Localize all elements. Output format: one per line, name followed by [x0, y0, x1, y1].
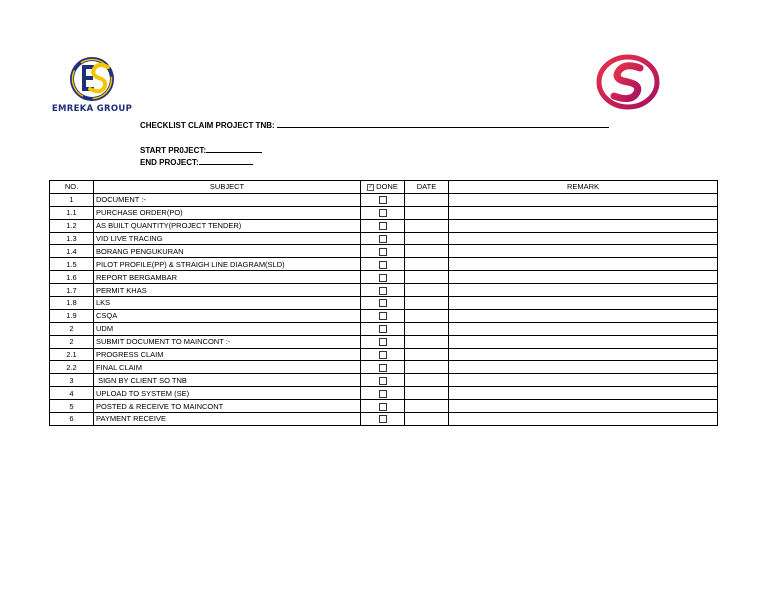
row-number: 2.1: [50, 348, 94, 361]
row-remark-cell[interactable]: [449, 258, 718, 271]
row-done-cell: [361, 232, 405, 245]
row-number: 4: [50, 387, 94, 400]
row-subject: PILOT PROFILE(PP) & STRAIGH LINE DIAGRAM(SLD): [94, 258, 361, 271]
row-number: 1: [50, 193, 94, 206]
row-done-cell: [361, 374, 405, 387]
row-number: 1.3: [50, 232, 94, 245]
row-done-cell: [361, 271, 405, 284]
done-checkbox[interactable]: [379, 351, 387, 359]
row-done-cell: [361, 309, 405, 322]
row-subject: VID LIVE TRACING: [94, 232, 361, 245]
row-remark-cell[interactable]: [449, 348, 718, 361]
table-row: [50, 193, 718, 206]
row-subject: PURCHASE ORDER(PO): [94, 206, 361, 219]
row-date-cell[interactable]: [405, 206, 449, 219]
table-row: [50, 232, 718, 245]
row-remark-cell[interactable]: [449, 219, 718, 232]
table-row: [50, 309, 718, 322]
table-row: [50, 413, 718, 426]
table-row: [50, 219, 718, 232]
row-done-cell: [361, 387, 405, 400]
table-row: [50, 348, 718, 361]
col-date: DATE: [405, 181, 449, 194]
row-remark-cell[interactable]: [449, 245, 718, 258]
done-checkbox[interactable]: [379, 377, 387, 385]
row-subject: REPORT BERGAMBAR: [94, 271, 361, 284]
row-done-cell: [361, 400, 405, 413]
row-remark-cell[interactable]: [449, 297, 718, 310]
row-number: 1.1: [50, 206, 94, 219]
checklist-table: [49, 180, 718, 426]
row-number: 1.4: [50, 245, 94, 258]
row-done-cell: [361, 206, 405, 219]
col-no: NO.: [50, 181, 94, 194]
table-row: [50, 245, 718, 258]
done-checkbox[interactable]: [379, 415, 387, 423]
row-subject: SIGN BY CLIENT SO TNB: [94, 374, 361, 387]
s-brand-logo: [596, 54, 660, 110]
table-row: [50, 297, 718, 310]
start-project-field: START PR0JECT:: [140, 144, 262, 155]
row-remark-cell[interactable]: [449, 322, 718, 335]
col-done: ✓ DONE: [361, 181, 405, 194]
emreka-brand-text: EMREKA GROUP: [51, 104, 133, 114]
row-date-cell[interactable]: [405, 193, 449, 206]
row-done-cell: [361, 361, 405, 374]
done-checkbox[interactable]: [379, 390, 387, 398]
row-date-cell[interactable]: [405, 361, 449, 374]
row-done-cell: [361, 284, 405, 297]
row-number: 1.6: [50, 271, 94, 284]
done-checkbox[interactable]: [379, 209, 387, 217]
row-remark-cell[interactable]: [449, 335, 718, 348]
end-project-line: [199, 156, 253, 165]
row-subject: UDM: [94, 322, 361, 335]
row-number: 6: [50, 413, 94, 426]
col-remark: REMARK: [449, 181, 718, 194]
row-number: 2.2: [50, 361, 94, 374]
row-remark-cell[interactable]: [449, 309, 718, 322]
row-remark-cell[interactable]: [449, 374, 718, 387]
checklist-title: CHECKLIST CLAIM PROJECT TNB:: [140, 119, 609, 130]
row-number: 5: [50, 400, 94, 413]
row-number: 1.9: [50, 309, 94, 322]
done-check-icon: ✓: [368, 183, 373, 190]
row-done-cell: [361, 219, 405, 232]
table-row: [50, 258, 718, 271]
row-number: 2: [50, 322, 94, 335]
done-checkbox[interactable]: [379, 299, 387, 307]
row-remark-cell[interactable]: [449, 413, 718, 426]
row-date-cell[interactable]: [405, 271, 449, 284]
row-date-cell[interactable]: [405, 245, 449, 258]
row-remark-cell[interactable]: [449, 361, 718, 374]
emreka-logo: [48, 56, 136, 120]
row-number: 1.5: [50, 258, 94, 271]
row-done-cell: [361, 297, 405, 310]
row-date-cell[interactable]: [405, 219, 449, 232]
row-date-cell[interactable]: [405, 322, 449, 335]
row-done-cell: [361, 335, 405, 348]
row-remark-cell[interactable]: [449, 193, 718, 206]
row-number: 1.2: [50, 219, 94, 232]
row-date-cell[interactable]: [405, 297, 449, 310]
done-checkbox[interactable]: [379, 235, 387, 243]
done-checkbox[interactable]: [379, 287, 387, 295]
row-subject: DOCUMENT :-: [94, 193, 361, 206]
end-project-field: END PROJECT:: [140, 156, 253, 167]
col-subject: SUBJECT: [94, 181, 361, 194]
row-subject: CSQA: [94, 309, 361, 322]
table-row: [50, 374, 718, 387]
table-row: [50, 387, 718, 400]
row-number: 2: [50, 335, 94, 348]
emreka-logo-icon: [48, 56, 136, 104]
done-checkbox[interactable]: [379, 222, 387, 230]
row-date-cell[interactable]: [405, 413, 449, 426]
row-date-cell[interactable]: [405, 284, 449, 297]
row-subject: BORANG PENGUKURAN: [94, 245, 361, 258]
row-number: 1.8: [50, 297, 94, 310]
row-subject: SUBMIT DOCUMENT TO MAINCONT :-: [94, 335, 361, 348]
row-done-cell: [361, 245, 405, 258]
row-date-cell[interactable]: [405, 309, 449, 322]
row-subject: FINAL CLAIM: [94, 361, 361, 374]
table-row: [50, 271, 718, 284]
row-remark-cell[interactable]: [449, 400, 718, 413]
row-date-cell[interactable]: [405, 387, 449, 400]
row-done-cell: [361, 348, 405, 361]
row-number: 1.7: [50, 284, 94, 297]
table-row: [50, 335, 718, 348]
table-row: [50, 400, 718, 413]
table-row: [50, 284, 718, 297]
row-subject: AS BUILT QUANTITY(PROJECT TENDER): [94, 219, 361, 232]
row-date-cell[interactable]: [405, 232, 449, 245]
row-remark-cell[interactable]: [449, 387, 718, 400]
row-remark-cell[interactable]: [449, 232, 718, 245]
row-done-cell: [361, 193, 405, 206]
done-checkbox[interactable]: [379, 403, 387, 411]
row-remark-cell[interactable]: [449, 206, 718, 219]
title-fill-line: [277, 119, 609, 128]
row-date-cell[interactable]: [405, 335, 449, 348]
table-row: [50, 206, 718, 219]
done-checkbox[interactable]: [379, 338, 387, 346]
row-done-cell: [361, 258, 405, 271]
done-checkbox[interactable]: [379, 312, 387, 320]
table-row: [50, 322, 718, 335]
done-checkbox[interactable]: [379, 274, 387, 282]
start-project-line: [206, 144, 262, 153]
table-header-row: [50, 181, 718, 194]
row-subject: LKS: [94, 297, 361, 310]
row-subject: POSTED & RECEIVE TO MAINCONT: [94, 400, 361, 413]
row-date-cell[interactable]: [405, 258, 449, 271]
row-date-cell[interactable]: [405, 374, 449, 387]
row-subject: PAYMENT RECEIVE: [94, 413, 361, 426]
row-remark-cell[interactable]: [449, 284, 718, 297]
row-done-cell: [361, 413, 405, 426]
done-checkbox[interactable]: [379, 261, 387, 269]
row-done-cell: [361, 322, 405, 335]
done-checkbox[interactable]: [379, 364, 387, 372]
row-subject: PERMIT KHAS: [94, 284, 361, 297]
row-date-cell[interactable]: [405, 348, 449, 361]
row-number: 3: [50, 374, 94, 387]
row-remark-cell[interactable]: [449, 271, 718, 284]
s-brand-logo-icon: [596, 54, 660, 110]
done-checkbox[interactable]: [379, 196, 387, 204]
done-checkbox[interactable]: [379, 325, 387, 333]
table-row: [50, 361, 718, 374]
row-subject: PROGRESS CLAIM: [94, 348, 361, 361]
row-date-cell[interactable]: [405, 400, 449, 413]
done-checkbox[interactable]: [379, 248, 387, 256]
row-subject: UPLOAD TO SYSTEM (SE): [94, 387, 361, 400]
